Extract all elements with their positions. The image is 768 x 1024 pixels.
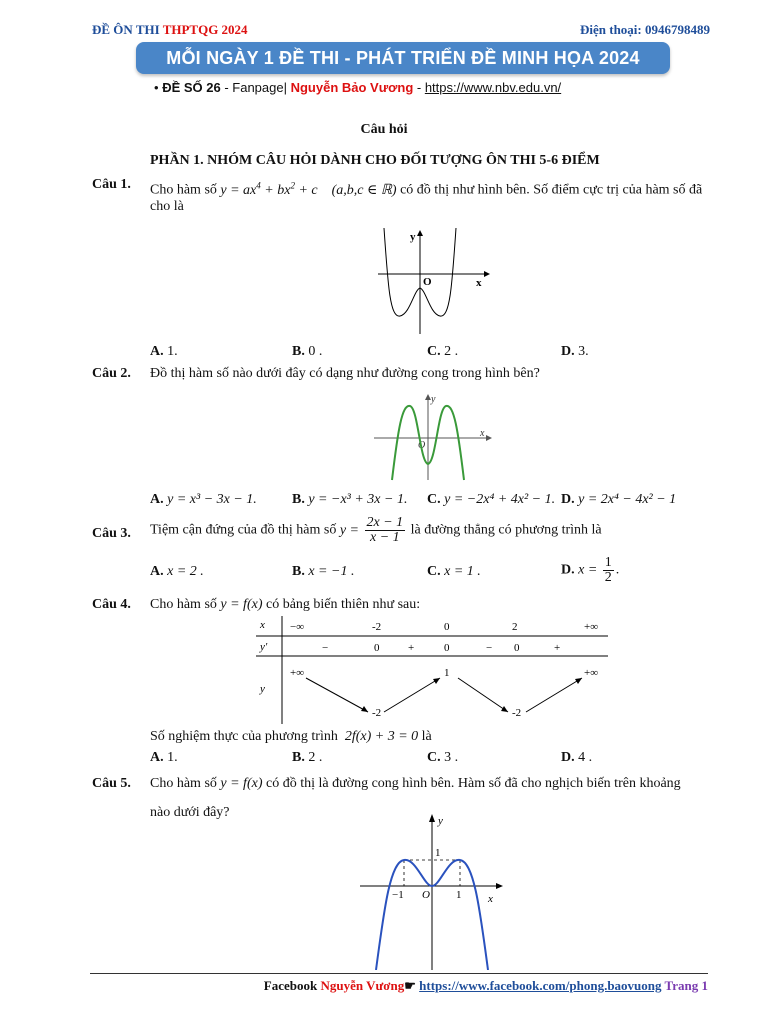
q2-x-arrow-icon bbox=[486, 435, 492, 441]
footer bbox=[264, 978, 708, 994]
q1-text-b: có đồ thị như hình bên. Số điểm cực trị của hàm số đã bbox=[400, 182, 703, 198]
q4-arrow-up-1 bbox=[384, 678, 440, 712]
q4-option-c[interactable]: C. 3 . bbox=[427, 750, 459, 765]
q5-text bbox=[150, 773, 681, 795]
subheader bbox=[154, 80, 561, 95]
q5-origin-label: O bbox=[422, 889, 430, 901]
q2-label: Câu 2. bbox=[92, 366, 131, 381]
q4-option-a[interactable]: A. 1. bbox=[150, 750, 178, 765]
q4-yp-3: + bbox=[408, 642, 415, 654]
q4-arrow-down-1 bbox=[306, 678, 368, 712]
q4-y-val-4: -2 bbox=[372, 707, 382, 719]
q5-y-label: y bbox=[438, 815, 443, 827]
q1-graph bbox=[370, 226, 490, 338]
q4-yp-label: y' bbox=[260, 641, 268, 653]
q5-text-b: có đồ thị là đường cong hình bên. Hàm số đã cho nghịch biến trên khoảng bbox=[265, 776, 681, 791]
q3-option-b[interactable]: B. x = −1 . bbox=[292, 564, 355, 579]
q4-y-val-5: -2 bbox=[512, 707, 522, 719]
q1-y-arrow-icon bbox=[417, 230, 423, 236]
q1-y-label: y bbox=[410, 231, 416, 243]
hand-pointer-icon: ☛ bbox=[404, 978, 420, 993]
q5-graph bbox=[356, 810, 506, 970]
q3-option-c[interactable]: C. x = 1 . bbox=[427, 564, 481, 579]
separator: - bbox=[413, 80, 425, 95]
q4-equation: 2f(x) + 3 = 0 bbox=[344, 729, 419, 744]
q2-option-b[interactable]: B. y = −x³ + 3x − 1. bbox=[292, 492, 408, 507]
q4-text-c-label: Số nghiệm thực của phương trình bbox=[150, 729, 338, 744]
q4-x-label: x bbox=[260, 619, 265, 631]
q4-yp-1: − bbox=[322, 642, 329, 654]
footer-divider bbox=[90, 973, 708, 974]
q4-arrowhead-4-icon bbox=[575, 678, 582, 684]
q4-arrow-down-2 bbox=[458, 678, 508, 712]
q3-text bbox=[150, 516, 602, 545]
q4-x-val-2: -2 bbox=[372, 621, 382, 633]
q4-option-b[interactable]: B. 2 . bbox=[292, 750, 323, 765]
q4-yp-6: 0 bbox=[514, 642, 520, 654]
q3-option-a[interactable]: A. x = 2 . bbox=[150, 564, 204, 579]
q4-x-val-3: 0 bbox=[444, 621, 450, 633]
q4-yp-4: 0 bbox=[444, 642, 450, 654]
q1-origin-label: O bbox=[423, 276, 432, 288]
q2-origin-label: O bbox=[418, 440, 426, 451]
q2-option-a[interactable]: A. y = x³ − 3x − 1. bbox=[150, 492, 257, 507]
q1-text-c: cho là bbox=[150, 199, 184, 214]
footer-prefix: Facebook bbox=[263, 978, 321, 993]
q4-arrowhead-3-icon bbox=[501, 706, 508, 712]
q5-function: y = f(x) bbox=[220, 776, 263, 791]
part-title: PHẦN 1. NHÓM CÂU HỎI DÀNH CHO ĐỐI TƯỢNG ÔN THI 5-6 ĐIỂM bbox=[150, 153, 600, 168]
q4-x-val-4: 2 bbox=[512, 621, 518, 633]
q5-tick-1: 1 bbox=[456, 889, 462, 901]
q1-option-c[interactable]: C. 2 . bbox=[427, 344, 459, 359]
q4-text-a: Cho hàm số bbox=[150, 597, 217, 612]
q4-option-d[interactable]: D. 4 . bbox=[561, 750, 593, 765]
q5-text-a: Cho hàm số bbox=[150, 776, 217, 791]
q2-option-c[interactable]: C. y = −2x⁴ + 4x² − 1. bbox=[427, 492, 556, 507]
q4-text-d: là bbox=[421, 729, 432, 744]
fanpage-label: - Fanpage| bbox=[220, 80, 291, 95]
q2-text: Đồ thị hàm số nào dưới đây có dạng như đường cong trong hình bên? bbox=[150, 366, 540, 381]
page-number: Trang 1 bbox=[661, 978, 708, 993]
q5-x-label: x bbox=[488, 893, 493, 905]
q4-yp-2: 0 bbox=[374, 642, 380, 654]
q5-text-c: nào dưới đây? bbox=[150, 805, 230, 820]
q4-yp-5: − bbox=[486, 642, 493, 654]
exam-number: ĐỀ SỐ 26 bbox=[162, 80, 221, 95]
q4-y-label: y bbox=[260, 683, 265, 695]
q1-option-d[interactable]: D. 3. bbox=[561, 344, 589, 359]
q4-text bbox=[150, 594, 420, 616]
q4-y-val-1: +∞ bbox=[290, 667, 305, 679]
q1-option-b[interactable]: B. 0 . bbox=[292, 344, 323, 359]
q4-function: y = f(x) bbox=[220, 597, 263, 612]
q1-x-label: x bbox=[476, 277, 482, 289]
footer-facebook-link[interactable]: https://www.facebook.com/phong.baovuong bbox=[419, 978, 662, 993]
q1-function: $y = ax^4 + bx^2 + c$ (a,b,c ∈ ℝ) bbox=[220, 180, 397, 198]
title-banner bbox=[136, 42, 670, 74]
q3-function: y = $\frac{2x - 1}{x - 1}$ bbox=[339, 515, 404, 545]
q1-text bbox=[150, 174, 702, 202]
q4-y-val-2: 1 bbox=[444, 667, 450, 679]
q1-label: Câu 1. bbox=[92, 177, 131, 192]
header-exam-label: ĐỀ ÔN THI bbox=[92, 22, 163, 37]
header-exam-year: THPTQG 2024 bbox=[162, 22, 248, 37]
q4-yp-7: + bbox=[554, 642, 561, 654]
q4-x-val-5: +∞ bbox=[584, 621, 599, 633]
bullet-icon: • bbox=[154, 80, 159, 95]
q2-graph bbox=[372, 390, 494, 482]
q3-label: Câu 3. bbox=[92, 526, 131, 541]
q4-label: Câu 4. bbox=[92, 597, 131, 612]
q2-x-label: x bbox=[480, 428, 485, 439]
header-phone: Điện thoại: 0946798489 bbox=[580, 22, 710, 37]
q2-option-d[interactable]: D. y = 2x⁴ − 4x² − 1 bbox=[561, 492, 677, 507]
q5-label: Câu 5. bbox=[92, 776, 131, 791]
q5-tick-y1: 1 bbox=[435, 847, 441, 859]
q4-text-c bbox=[150, 726, 432, 748]
author-name[interactable]: Nguyễn Bảo Vương bbox=[290, 80, 414, 95]
q5-tick-neg1: −1 bbox=[392, 889, 404, 901]
q1-x-arrow-icon bbox=[484, 271, 490, 277]
q4-arrow-up-2 bbox=[526, 678, 582, 712]
q4-y-val-3: +∞ bbox=[584, 667, 599, 679]
banner-title: MỖI NGÀY 1 ĐỀ THI - PHÁT TRIỂN ĐỀ MINH HỌA 2024 bbox=[166, 47, 640, 68]
q3-text-a: Tiệm cận đứng của đồ thị hàm số bbox=[150, 522, 337, 538]
website-link[interactable]: https://www.nbv.edu.vn/ bbox=[424, 80, 562, 95]
q2-y-label: y bbox=[431, 394, 436, 405]
q1-option-a[interactable]: A. 1. bbox=[150, 344, 178, 359]
q4-arrowhead-2-icon bbox=[433, 678, 440, 684]
q3-text-b: là đường thẳng có phương trình là bbox=[410, 522, 602, 538]
q5-x-arrow-icon bbox=[496, 883, 503, 889]
q5-y-arrow-icon bbox=[429, 814, 435, 822]
q1-text-a: Cho hàm số bbox=[150, 182, 217, 198]
footer-author: Nguyễn Vương bbox=[320, 978, 405, 993]
q4-x-val-1: −∞ bbox=[290, 621, 305, 633]
q3-option-d[interactable]: D. x = $\frac{1}{2}$ . bbox=[561, 555, 620, 585]
q4-text-b: có bảng biến thiên như sau: bbox=[265, 597, 421, 612]
section-title: Câu hỏi bbox=[360, 122, 408, 137]
header-left bbox=[92, 22, 248, 38]
q4-variation-table bbox=[250, 616, 612, 724]
